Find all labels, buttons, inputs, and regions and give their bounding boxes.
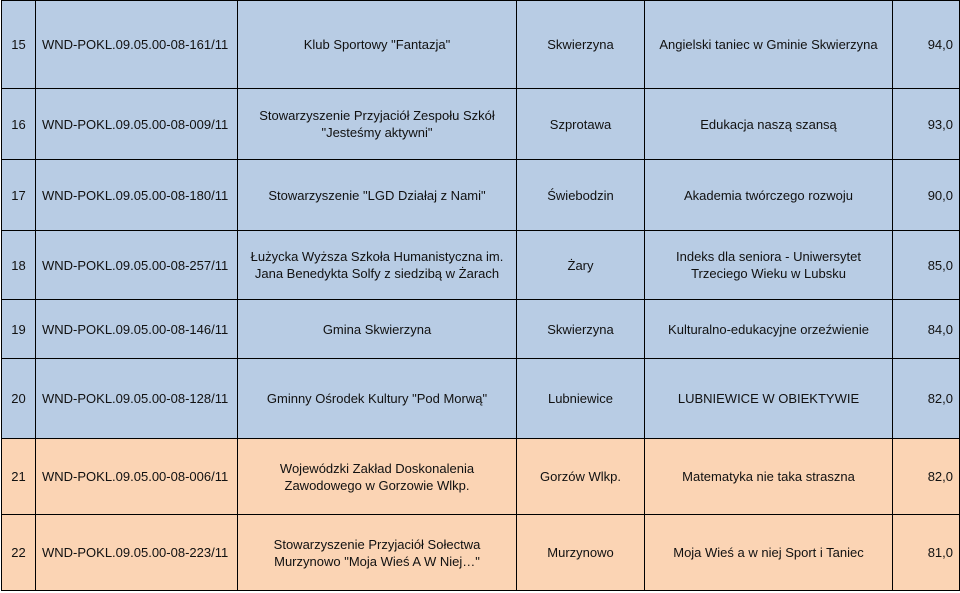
score: 81,0 bbox=[893, 515, 960, 591]
row-number: 17 bbox=[2, 160, 36, 231]
project-title: Edukacja naszą szansą bbox=[645, 89, 893, 160]
row-number: 20 bbox=[2, 359, 36, 439]
organization-name: Klub Sportowy "Fantazja" bbox=[238, 1, 517, 89]
table-row bbox=[2, 439, 960, 515]
table-row bbox=[2, 515, 960, 591]
project-title: LUBNIEWICE W OBIEKTYWIE bbox=[645, 359, 893, 439]
row-number: 19 bbox=[2, 300, 36, 359]
project-title: Angielski taniec w Gminie Skwierzyna bbox=[645, 1, 893, 89]
row-number: 21 bbox=[2, 439, 36, 515]
organization-name: Gmina Skwierzyna bbox=[238, 300, 517, 359]
organization-name: Stowarzyszenie Przyjaciół Zespołu Szkół "Jesteśmy aktywni" bbox=[238, 89, 517, 160]
city: Świebodzin bbox=[517, 160, 645, 231]
score: 90,0 bbox=[893, 160, 960, 231]
project-title: Indeks dla seniora - Uniwersytet Trzeciego Wieku w Lubsku bbox=[645, 231, 893, 300]
organization-name: Stowarzyszenie "LGD Działaj z Nami" bbox=[238, 160, 517, 231]
city: Skwierzyna bbox=[517, 300, 645, 359]
city: Żary bbox=[517, 231, 645, 300]
project-title: Matematyka nie taka straszna bbox=[645, 439, 893, 515]
table-row bbox=[2, 359, 960, 439]
application-code: WND-POKL.09.05.00-08-009/11 bbox=[36, 89, 238, 160]
table-row bbox=[2, 231, 960, 300]
city: Gorzów Wlkp. bbox=[517, 439, 645, 515]
row-number: 18 bbox=[2, 231, 36, 300]
application-code: WND-POKL.09.05.00-08-006/11 bbox=[36, 439, 238, 515]
score: 84,0 bbox=[893, 300, 960, 359]
score: 82,0 bbox=[893, 359, 960, 439]
city: Murzynowo bbox=[517, 515, 645, 591]
organization-name: Łużycka Wyższa Szkoła Humanistyczna im. Jana Benedykta Solfy z siedzibą w Żarach bbox=[238, 231, 517, 300]
score: 94,0 bbox=[893, 1, 960, 89]
organization-name: Gminny Ośrodek Kultury "Pod Morwą" bbox=[238, 359, 517, 439]
table-row bbox=[2, 160, 960, 231]
ranking-table bbox=[1, 0, 960, 591]
city: Skwierzyna bbox=[517, 1, 645, 89]
table-row bbox=[2, 89, 960, 160]
application-code: WND-POKL.09.05.00-08-128/11 bbox=[36, 359, 238, 439]
score: 85,0 bbox=[893, 231, 960, 300]
row-number: 16 bbox=[2, 89, 36, 160]
table-row bbox=[2, 1, 960, 89]
project-title: Kulturalno-edukacyjne orzeźwienie bbox=[645, 300, 893, 359]
score: 93,0 bbox=[893, 89, 960, 160]
city: Szprotawa bbox=[517, 89, 645, 160]
application-code: WND-POKL.09.05.00-08-180/11 bbox=[36, 160, 238, 231]
row-number: 22 bbox=[2, 515, 36, 591]
application-code: WND-POKL.09.05.00-08-257/11 bbox=[36, 231, 238, 300]
application-code: WND-POKL.09.05.00-08-161/11 bbox=[36, 1, 238, 89]
project-title: Moja Wieś a w niej Sport i Taniec bbox=[645, 515, 893, 591]
project-title: Akademia twórczego rozwoju bbox=[645, 160, 893, 231]
city: Lubniewice bbox=[517, 359, 645, 439]
row-number: 15 bbox=[2, 1, 36, 89]
organization-name: Wojewódzki Zakład Doskonalenia Zawodowego w Gorzowie Wlkp. bbox=[238, 439, 517, 515]
application-code: WND-POKL.09.05.00-08-146/11 bbox=[36, 300, 238, 359]
score: 82,0 bbox=[893, 439, 960, 515]
table-row bbox=[2, 300, 960, 359]
organization-name: Stowarzyszenie Przyjaciół Sołectwa Murzynowo "Moja Wieś A W Niej…" bbox=[238, 515, 517, 591]
application-code: WND-POKL.09.05.00-08-223/11 bbox=[36, 515, 238, 591]
